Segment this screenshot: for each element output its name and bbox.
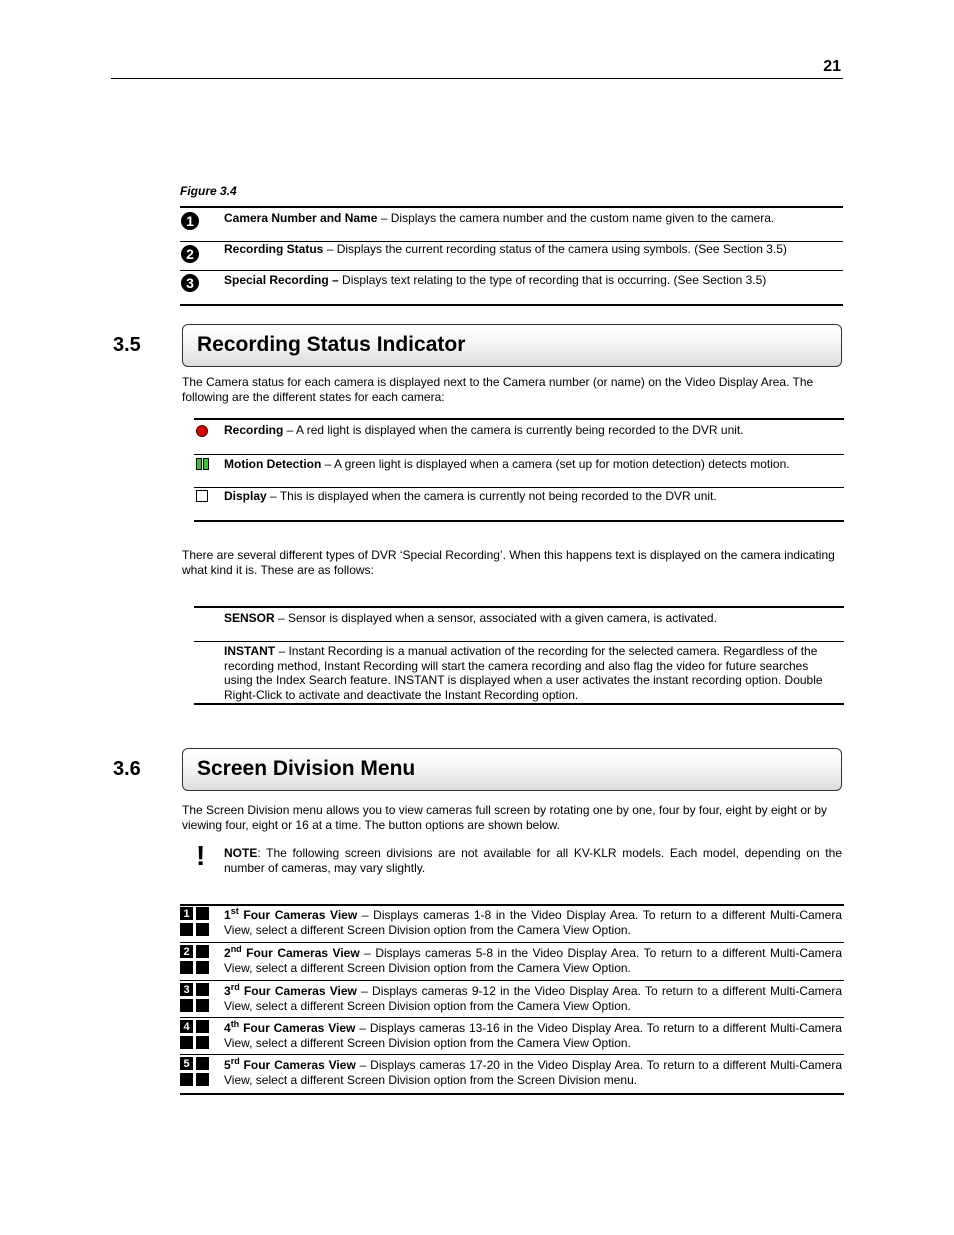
row-description: – Displays cameras 17-20 in the Video Display Area. To return to a different Multi-Camera View, select a different Screen Division option from the Screen Division menu. xyxy=(224,1058,842,1087)
row-divider xyxy=(180,980,844,981)
table-bottom-rule xyxy=(180,1093,844,1095)
status-row xyxy=(224,489,842,504)
view-row xyxy=(224,908,842,937)
screen-division-5-icon[interactable]: 5 xyxy=(180,1057,210,1087)
number-three-icon: 3 xyxy=(181,274,199,292)
row-description: Displays text relating to the type of recording that is occurring. (See Section 3.5) xyxy=(338,273,767,287)
row-description: – A green light is displayed when a camera (set up for motion detection) detects motion. xyxy=(321,457,790,471)
table-top-rule xyxy=(194,606,844,608)
figure-row xyxy=(224,211,842,226)
section-intro: The Screen Division menu allows you to view cameras full screen by rotating one by one, four by four, eight by eight or by viewing four, eight or 16 at a time. The button options are shown below. xyxy=(182,803,827,832)
table-top-rule xyxy=(180,206,843,208)
special-row xyxy=(224,644,824,702)
row-divider xyxy=(180,942,844,943)
number-one-icon: 1 xyxy=(181,212,199,230)
note-body: : The following screen divisions are not available for all KV-KLR models. Each model, depending on the number of cameras, may vary slightly. xyxy=(224,846,842,875)
view-row xyxy=(224,1058,842,1087)
status-row xyxy=(224,457,842,472)
row-divider xyxy=(180,1054,844,1055)
view-row xyxy=(224,984,842,1013)
row-ordinal: 2nd Four Cameras View xyxy=(224,944,360,960)
row-ordinal: 5rd Four Cameras View xyxy=(224,1056,356,1072)
section-heading-box xyxy=(182,324,842,367)
figure-row xyxy=(224,273,842,288)
row-ordinal: 3rd Four Cameras View xyxy=(224,982,357,998)
status-row xyxy=(224,423,842,438)
row-divider xyxy=(194,454,844,455)
table-top-rule xyxy=(194,418,844,420)
table-bottom-rule xyxy=(194,703,844,705)
section-title: Screen Division Menu xyxy=(197,757,416,780)
row-term: Display xyxy=(224,489,267,503)
green-bars-icon xyxy=(196,458,209,470)
figure-caption: Figure 3.4 xyxy=(180,184,237,198)
row-term: Special Recording – xyxy=(224,273,339,287)
row-description: – Displays cameras 9-12 in the Video Display Area. To return to a different Multi-Camera View, select a different Screen Division option from the Camera View Option. xyxy=(224,984,842,1013)
row-ordinal: 1st Four Cameras View xyxy=(224,906,358,922)
screen-division-1-icon[interactable]: 1 xyxy=(180,907,210,937)
table-bottom-rule xyxy=(180,304,843,306)
row-term: Recording xyxy=(224,423,284,437)
figure-row xyxy=(224,242,842,257)
red-dot-icon xyxy=(196,425,208,437)
exclamation-icon: ! xyxy=(196,840,206,871)
row-divider xyxy=(180,270,843,271)
row-ordinal: 4th Four Cameras View xyxy=(224,1019,356,1035)
row-description: – Sensor is displayed when a sensor, associated with a given camera, is activated. xyxy=(274,611,717,625)
row-divider xyxy=(194,641,844,642)
row-term: Motion Detection xyxy=(224,457,322,471)
row-term: Recording Status xyxy=(224,242,324,256)
table-top-rule xyxy=(180,904,844,906)
row-description: – Displays cameras 5-8 in the Video Display Area. To return to a different Multi-Camera View, select a different Screen Division option from the Camera View Option. xyxy=(224,946,842,975)
table-bottom-rule xyxy=(194,520,844,522)
row-term: SENSOR xyxy=(224,611,275,625)
row-term: INSTANT xyxy=(224,644,276,658)
row-divider xyxy=(180,1017,844,1018)
row-description: – Displays cameras 1-8 in the Video Display Area. To return to a different Multi-Camera View, select a different Screen Division option from the Camera View Option. xyxy=(224,908,842,937)
section-heading-box xyxy=(182,748,842,791)
note-text xyxy=(224,846,842,876)
header-rule xyxy=(111,78,843,79)
row-description: – A red light is displayed when the camera is currently being recorded to the DVR unit. xyxy=(283,423,744,437)
row-term: Camera Number and Name xyxy=(224,211,378,225)
section-number: 3.6 xyxy=(113,758,141,780)
screen-division-3-icon[interactable]: 3 xyxy=(180,983,210,1013)
screen-division-2-icon[interactable]: 2 xyxy=(180,945,210,975)
section-number: 3.5 xyxy=(113,334,141,356)
screen-division-4-icon[interactable]: 4 xyxy=(180,1020,210,1050)
row-description: – Displays the camera number and the custom name given to the camera. xyxy=(377,211,775,225)
page-number: 21 xyxy=(823,58,841,75)
row-description: – Displays cameras 13-16 in the Video Display Area. To return to a different Multi-Camera View, select a different Screen Division option from the Camera View Option. xyxy=(224,1021,842,1050)
note-label: NOTE xyxy=(224,846,258,860)
view-row xyxy=(224,1021,842,1050)
section-intro: The Camera status for each camera is displayed next to the Camera number (or name) on the Video Display Area. The following are the different states for each camera: xyxy=(182,375,814,404)
empty-box-icon xyxy=(196,490,208,502)
row-description: – Instant Recording is a manual activation of the recording for the selected camera. Regardless of the recording method, Instant Recording will start the camera recording and also flag the video for future searches using the Index Search feature. INSTANT is displayed when a user activates the instant recording option. Double Right-Click to activate and deactivate the Instant Recording option. xyxy=(224,644,823,702)
view-row xyxy=(224,946,842,975)
row-description: – Displays the current recording status of the camera using symbols. (See Section 3.5) xyxy=(323,242,787,256)
row-description: – This is displayed when the camera is currently not being recorded to the DVR unit. xyxy=(266,489,717,503)
number-two-icon: 2 xyxy=(181,245,199,263)
row-divider xyxy=(194,487,844,488)
special-row xyxy=(224,611,842,626)
special-intro: There are several different types of DVR ‘Special Recording’. When this happens text is displayed on the camera indicating what kind it is. These are as follows: xyxy=(182,548,835,577)
section-title: Recording Status Indicator xyxy=(197,333,466,356)
